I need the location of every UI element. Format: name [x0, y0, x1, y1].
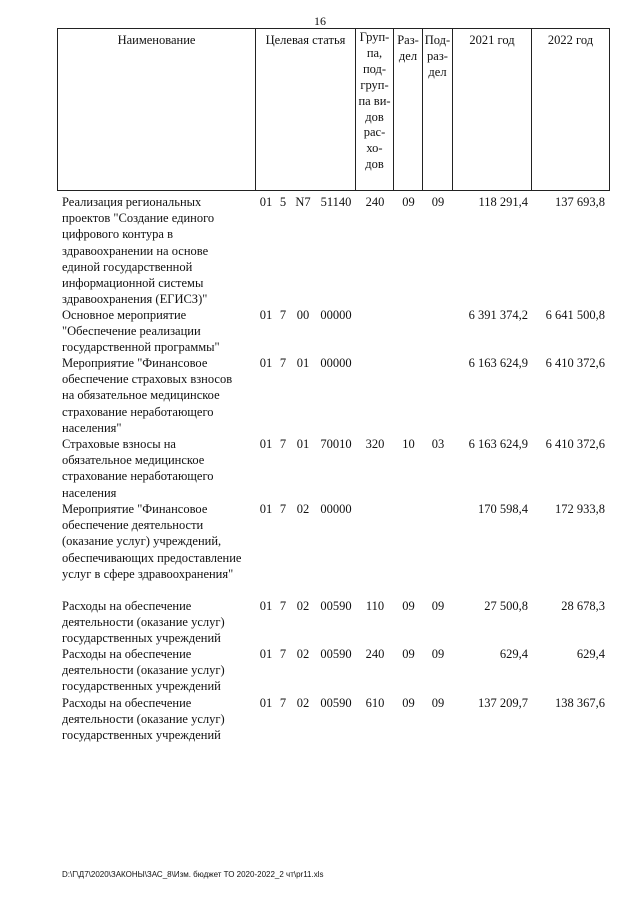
- row-2021: 27 500,8: [484, 599, 528, 613]
- row-target-4: 51140: [320, 195, 352, 209]
- header-group-cell: [355, 28, 394, 191]
- row-2022: 6 410 372,6: [545, 356, 605, 370]
- row-target-4: 00590: [320, 647, 352, 661]
- row-target-2: 7: [279, 308, 287, 322]
- row-2021: 6 163 624,9: [468, 437, 528, 451]
- row-target-4: 00590: [320, 696, 352, 710]
- row-target-2: 7: [279, 599, 287, 613]
- header-2021: 2021 год: [469, 33, 515, 47]
- row-target-3: 01: [296, 356, 310, 370]
- row-section: 10: [402, 437, 415, 451]
- row-section: 09: [402, 647, 415, 661]
- row-name: Страховые взносы на обязательное медицинское страхование неработающего населения: [62, 437, 214, 500]
- row-2021: 6 391 374,2: [468, 308, 528, 322]
- row-target-1: 01: [259, 356, 273, 370]
- header-target: Целевая статья: [265, 33, 346, 47]
- row-target-2: 7: [279, 502, 287, 516]
- row-target-3: 02: [296, 647, 310, 661]
- header-name-cell: [57, 28, 256, 191]
- row-name: Мероприятие "Финансовое обеспечение страховых взносов на обязательное медицинское страхование неработающего населения": [62, 356, 233, 435]
- row-2022: 6 410 372,6: [545, 437, 605, 451]
- row-name: Расходы на обеспечение деятельности (оказание услуг) государственных учреждений: [62, 647, 225, 694]
- row-target-2: 7: [279, 437, 287, 451]
- row-target-4: 70010: [320, 437, 352, 451]
- row-section: 09: [402, 195, 415, 209]
- header-subsection-cell: [422, 28, 453, 191]
- row-section: 09: [402, 599, 415, 613]
- header-2022-cell: [531, 28, 610, 191]
- row-subsection: 09: [431, 647, 445, 661]
- row-2021: 6 163 624,9: [468, 356, 528, 370]
- row-target-3: 02: [296, 696, 310, 710]
- row-name: Расходы на обеспечение деятельности (оказание услуг) государственных учреждений: [62, 599, 225, 646]
- header-section-cell: [393, 28, 423, 191]
- row-name: Мероприятие "Финансовое обеспечение деятельности (оказание услуг) учреждений, обеспечивающих предоставление услуг в сфере здравоохранения": [62, 502, 242, 581]
- row-2022: 6 641 500,8: [545, 308, 605, 322]
- header-group: Груп- па, под- груп- па ви- дов рас- хо- дов: [358, 30, 391, 172]
- header-name: Наименование: [117, 33, 196, 47]
- row-target-2: 5: [279, 195, 287, 209]
- file-path-footer: D:\Г\Д7\2020\ЗАКОНЫ\ЗАС_8\Изм. бюджет ТО 2020-2022_2 чт\pr11.xls: [62, 870, 324, 879]
- row-2022: 28 678,3: [561, 599, 605, 613]
- row-target-1: 01: [259, 599, 273, 613]
- row-target-3: 00: [296, 308, 310, 322]
- row-subsection: 03: [431, 437, 445, 451]
- row-subsection: 09: [431, 696, 445, 710]
- row-2022: 138 367,6: [555, 696, 605, 710]
- row-group: 110: [365, 599, 385, 613]
- row-target-2: 7: [279, 647, 287, 661]
- row-2022: 629,4: [576, 647, 605, 661]
- row-2022: 137 693,8: [555, 195, 605, 209]
- row-name: Расходы на обеспечение деятельности (оказание услуг) государственных учреждений: [62, 696, 225, 743]
- header-2022: 2022 год: [547, 33, 594, 47]
- row-group: 240: [365, 647, 385, 661]
- header-target-cell: [255, 28, 356, 191]
- row-target-2: 7: [279, 356, 287, 370]
- row-target-4: 00000: [320, 308, 352, 322]
- row-group: 240: [365, 195, 385, 209]
- row-target-4: 00000: [320, 502, 352, 516]
- row-target-1: 01: [259, 195, 273, 209]
- header-subsection: Под- раз- дел: [424, 33, 451, 79]
- row-2022: 172 933,8: [555, 502, 605, 516]
- row-name: Реализация региональных проектов "Создание единого цифрового контура в здравоохранении на основе единой государственной информационной системы здравоохранения (ЕГИСЗ)": [62, 195, 215, 307]
- row-target-3: 02: [296, 502, 310, 516]
- row-target-1: 01: [259, 647, 273, 661]
- row-name: Основное мероприятие "Обеспечение реализации государственной программы": [62, 308, 220, 355]
- row-group: 610: [365, 696, 385, 710]
- row-target-1: 01: [259, 696, 273, 710]
- row-target-4: 00590: [320, 599, 352, 613]
- row-target-3: 02: [296, 599, 310, 613]
- row-target-4: 00000: [320, 356, 352, 370]
- row-target-1: 01: [259, 437, 273, 451]
- row-subsection: 09: [431, 195, 445, 209]
- row-2021: 118 291,4: [478, 195, 528, 209]
- page-number: 16: [314, 14, 326, 28]
- row-target-2: 7: [279, 696, 287, 710]
- header-2021-cell: [452, 28, 532, 191]
- row-2021: 629,4: [499, 647, 528, 661]
- row-subsection: 09: [431, 599, 445, 613]
- row-section: 09: [402, 696, 415, 710]
- row-group: 320: [365, 437, 385, 451]
- header-section: Раз- дел: [397, 33, 419, 63]
- row-target-3: N7: [295, 195, 311, 209]
- row-2021: 170 598,4: [478, 502, 528, 516]
- row-target-1: 01: [259, 308, 273, 322]
- row-target-1: 01: [259, 502, 273, 516]
- row-2021: 137 209,7: [478, 696, 528, 710]
- row-target-3: 01: [296, 437, 310, 451]
